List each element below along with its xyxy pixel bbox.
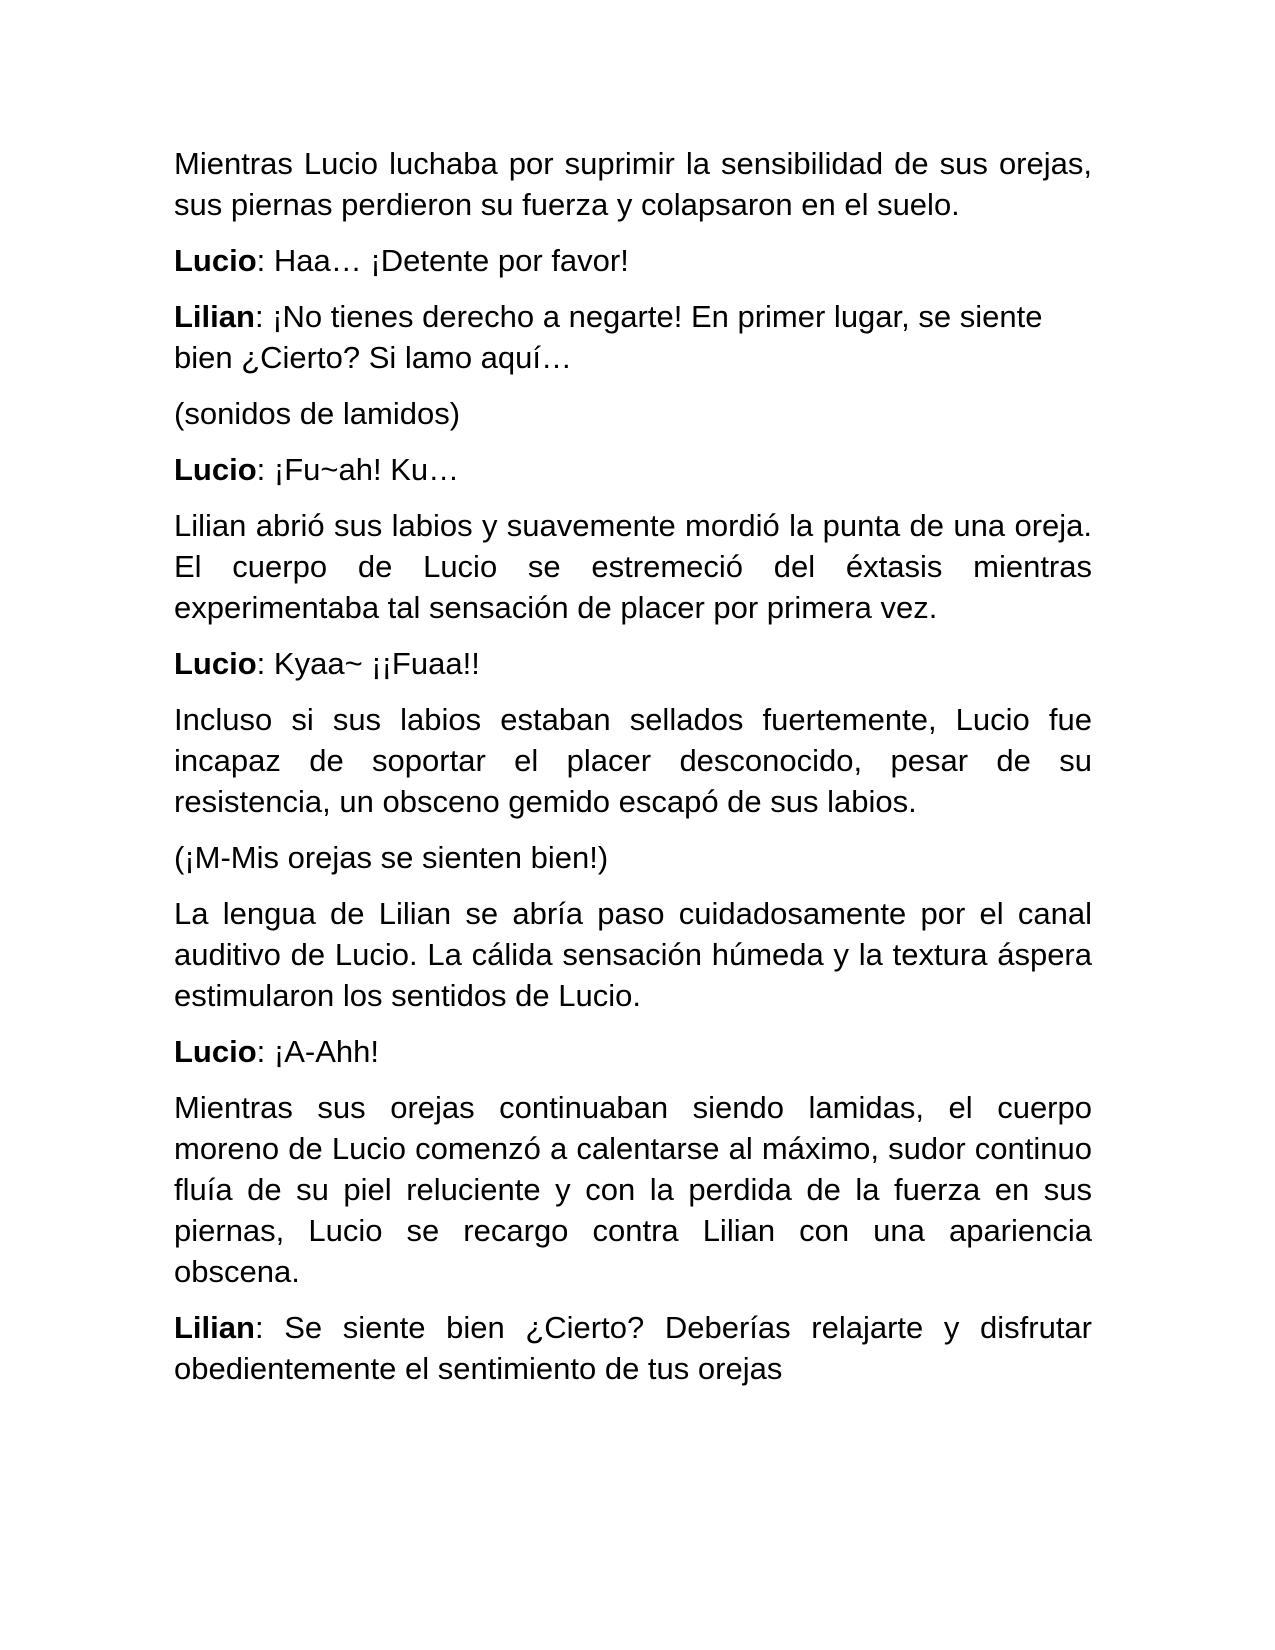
narration-paragraph: La lengua de Lilian se abría paso cuidadosamente por el canal auditivo de Lucio. La cálida sensación húmeda y la textura áspera estimularon los sentidos de Lucio. [174, 896, 1092, 1013]
narration-paragraph: (¡M-Mis orejas se sienten bien!) [174, 840, 609, 875]
speaker-name: Lucio [174, 1034, 257, 1069]
dialogue-line [174, 296, 1092, 378]
dialogue-text: Kyaa~ ¡¡Fuaa!! [273, 646, 480, 681]
dialogue-line [174, 1031, 1092, 1072]
dialogue-line [174, 1307, 1092, 1389]
narration-paragraph: (sonidos de lamidos) [174, 396, 461, 431]
narration-paragraph: Mientras sus orejas continuaban siendo lamidas, el cuerpo moreno de Lucio comenzó a calentarse al máximo, sudor continuo fluía de su piel reluciente y con la perdida de la fuerza en sus piernas, Lucio se recargo contra Lilian con una apariencia obscena. [174, 1090, 1092, 1289]
speaker-name: Lilian [174, 1310, 255, 1345]
dialogue-line [174, 240, 1092, 281]
speaker-name: Lucio [174, 452, 257, 487]
dialogue-separator: : [256, 452, 274, 487]
dialogue-separator: : [256, 646, 274, 681]
narration-paragraph: Incluso si sus labios estaban sellados fuertemente, Lucio fue incapaz de soportar el placer desconocido, pesar de su resistencia, un obsceno gemido escapó de sus labios. [174, 702, 1092, 819]
dialogue-text: ¡Fu~ah! Ku… [273, 452, 460, 487]
speaker-name: Lucio [174, 646, 257, 681]
dialogue-separator: : [254, 299, 273, 334]
dialogue-text: ¡No tienes derecho a negarte! En primer lugar, se siente bien ¿Cierto? Si lamo aquí… [174, 299, 1043, 375]
narration-paragraph: Lilian abrió sus labios y suavemente mordió la punta de una oreja. El cuerpo de Lucio se estremeció del éxtasis mientras experimentaba tal sensación de placer por primera vez. [174, 508, 1092, 625]
dialogue-text: Se siente bien ¿Cierto? Deberías relajarte y disfrutar obedientemente el sentimiento de tus orejas [174, 1310, 1092, 1386]
narration-paragraph: Mientras Lucio luchaba por suprimir la sensibilidad de sus orejas, sus piernas perdieron su fuerza y colapsaron en el suelo. [174, 146, 1092, 222]
dialogue-separator: : [256, 1034, 274, 1069]
speaker-name: Lucio [174, 243, 257, 278]
dialogue-text: ¡A-Ahh! [273, 1034, 380, 1069]
text-body [174, 143, 1092, 1404]
speaker-name: Lilian [174, 299, 255, 334]
dialogue-text: Haa… ¡Detente por favor! [273, 243, 629, 278]
dialogue-line [174, 449, 1092, 490]
dialogue-separator: : [254, 1310, 285, 1345]
dialogue-separator: : [256, 243, 274, 278]
dialogue-line [174, 643, 1092, 684]
